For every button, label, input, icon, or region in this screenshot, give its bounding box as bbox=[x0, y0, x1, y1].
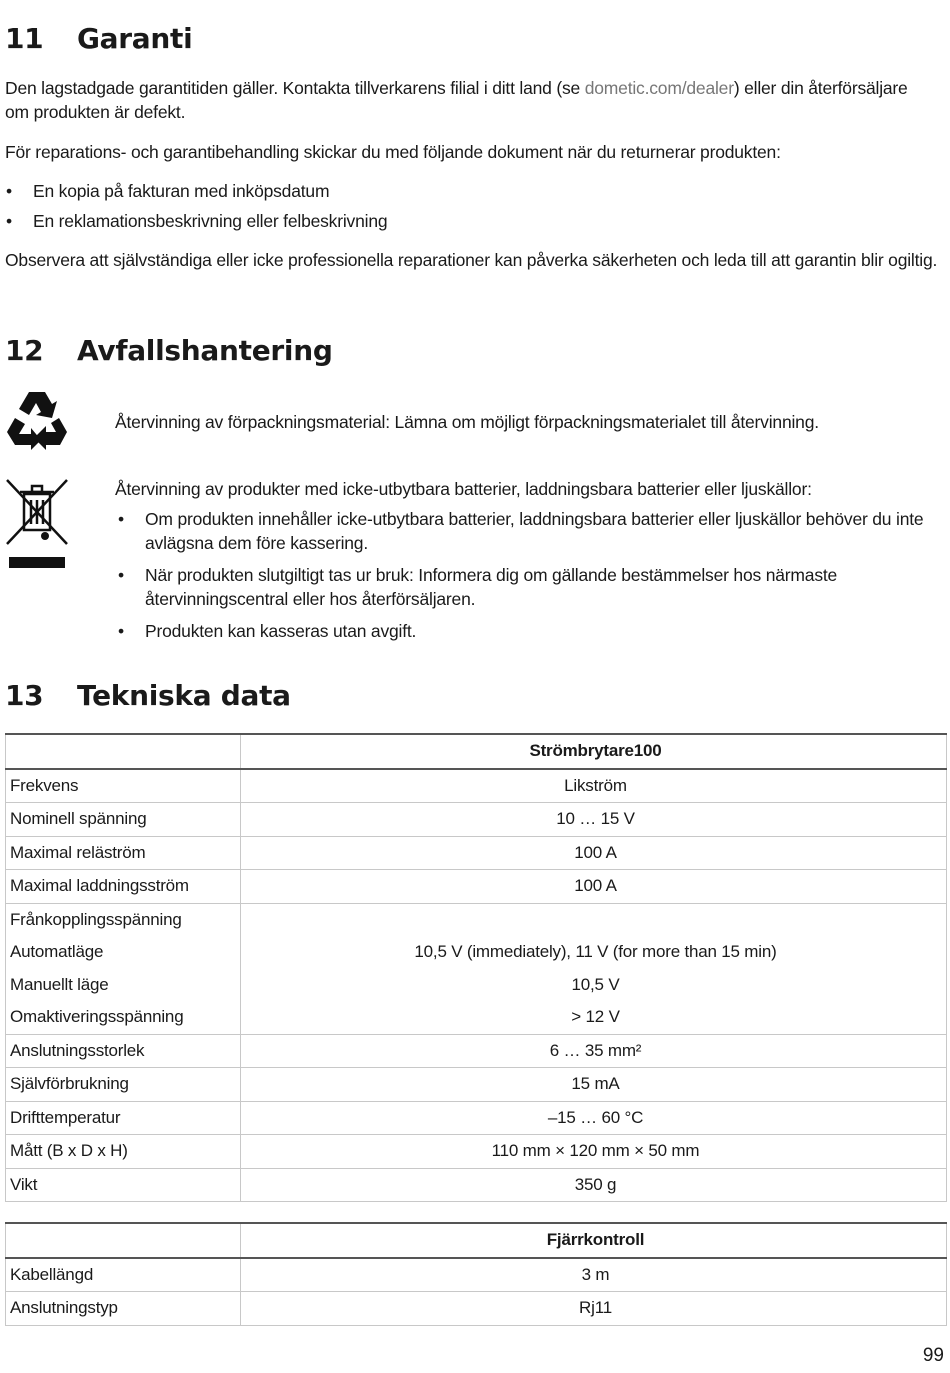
disposal-list bbox=[145, 507, 935, 643]
table-row: Maximal laddningsström 100 A bbox=[6, 870, 947, 904]
table-row: Självförbrukning 15 mA bbox=[6, 1068, 947, 1102]
remote-control-table bbox=[5, 1222, 947, 1326]
dealer-link[interactable]: dometic.com/dealer bbox=[584, 78, 734, 98]
warranty-paragraph-2: För reparations- och garantibehandling skickar du med följande dokument när du returnerar produkten: bbox=[5, 142, 781, 162]
recycle-icon bbox=[5, 388, 69, 452]
list-item: • En reklamationsbeskrivning eller felbeskrivning bbox=[33, 209, 387, 233]
table-row: Frekvens Likström bbox=[6, 769, 947, 803]
table-row: Mått (B x D x H) 110 mm × 120 mm × 50 mm bbox=[6, 1135, 947, 1169]
table-header: Strömbrytare100 bbox=[241, 734, 947, 769]
table-row: Nominell spänning 10 … 15 V bbox=[6, 803, 947, 837]
table-header: Fjärrkontroll bbox=[241, 1223, 947, 1258]
page-number: 99 bbox=[922, 1345, 944, 1366]
list-item: • Om produkten innehåller icke-utbytbara batterier, laddningsbara batterier eller ljuskällor behöver du inte avlägsna dem före kassering. bbox=[145, 507, 935, 555]
section-11-heading: 11 Garanti bbox=[5, 22, 193, 55]
table-header-row bbox=[6, 734, 947, 769]
list-item: • När produkten slutgiltigt tas ur bruk: Informera dig om gällande bestämmelser hos närmaste återvinningscentral eller hos återförsäljaren. bbox=[145, 563, 935, 611]
table-row: Automatläge 10,5 V (immediately), 11 V (for more than 15 min) bbox=[6, 936, 947, 969]
table-row: Maximal reläström 100 A bbox=[6, 836, 947, 870]
packaging-recycling-text: Återvinning av förpackningsmaterial: Lämna om möjligt förpackningsmaterialet till återvinning. bbox=[115, 412, 819, 432]
table-header-empty bbox=[6, 734, 241, 769]
product-recycling-text: Återvinning av produkter med icke-utbytbara batterier, laddningsbara batterier eller ljuskällor: bbox=[115, 479, 812, 499]
table-row: Omaktiveringsspänning > 12 V bbox=[6, 1001, 947, 1034]
table-row: Frånkopplingsspänning bbox=[6, 903, 947, 936]
warranty-documents-list bbox=[33, 179, 387, 233]
table-header-empty bbox=[6, 1223, 241, 1258]
table-row: Anslutningsstorlek 6 … 35 mm² bbox=[6, 1034, 947, 1068]
table-row: Manuellt läge 10,5 V bbox=[6, 969, 947, 1002]
table-header-row bbox=[6, 1223, 947, 1258]
table-row: Vikt 350 g bbox=[6, 1168, 947, 1202]
section-12-heading: 12 Avfallshantering bbox=[5, 334, 333, 367]
table-row: Kabellängd 3 m bbox=[6, 1258, 947, 1292]
warranty-paragraph-3: Observera att självständiga eller icke professionella reparationer kan påverka säkerheten och leda till att garantin blir ogiltig. bbox=[5, 250, 938, 270]
list-item: • Produkten kan kasseras utan avgift. bbox=[145, 619, 935, 643]
technical-data-table bbox=[5, 733, 947, 1202]
warranty-paragraph-1: Den lagstadgade garantitiden gäller. Kontakta tillverkarens filial i ditt land (se dometic.com/dealer) eller din återförsäljare om produkten är defekt. bbox=[5, 78, 908, 122]
section-13-heading: 13 Tekniska data bbox=[5, 679, 291, 712]
table-row: Anslutningstyp Rj11 bbox=[6, 1292, 947, 1326]
table-row: Drifttemperatur –15 … 60 °C bbox=[6, 1101, 947, 1135]
list-item: • En kopia på fakturan med inköpsdatum bbox=[33, 179, 387, 203]
crossed-bin-icon bbox=[5, 478, 69, 570]
